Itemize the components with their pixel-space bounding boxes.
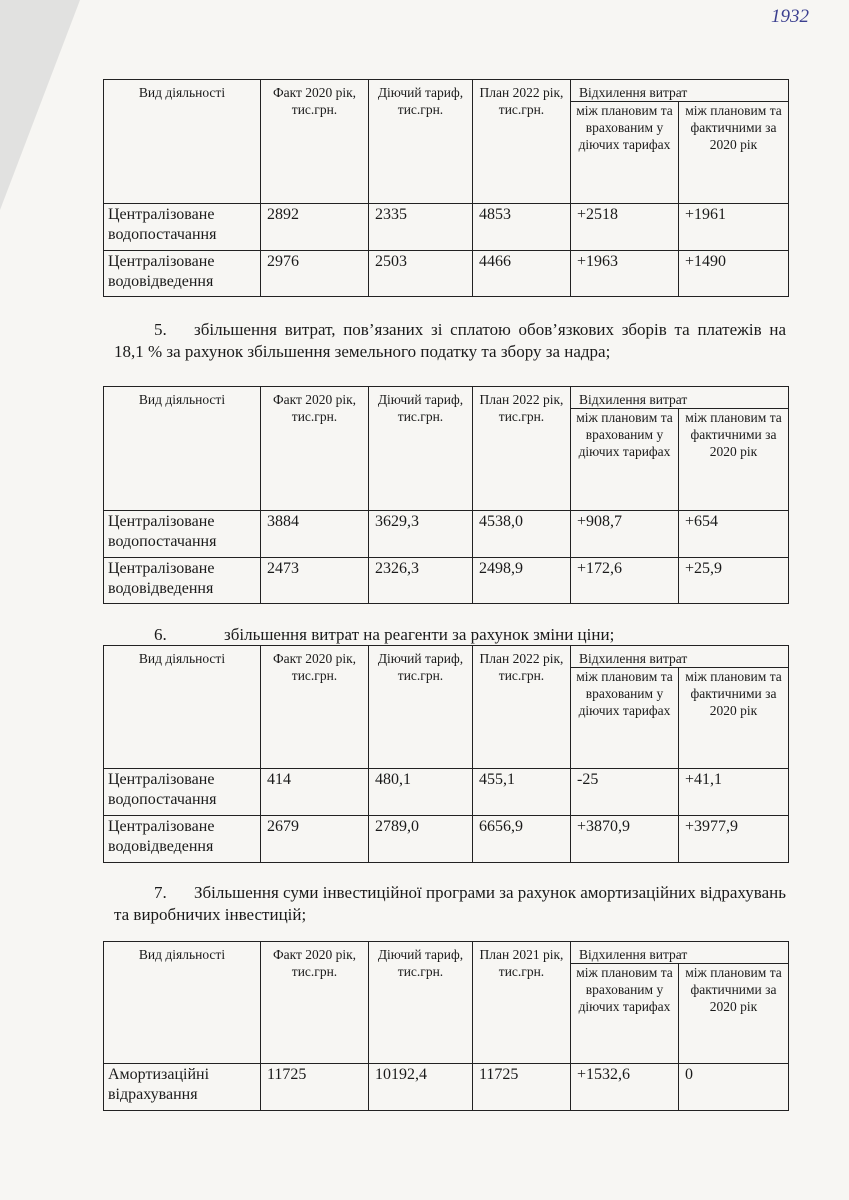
- header-current: Діючий тариф, тис.грн.: [369, 387, 473, 511]
- row-label: Централізоване водопостачання: [104, 769, 261, 816]
- header-dev-plan: між плановим та врахованим у діючих тарифах: [571, 668, 679, 769]
- cell-dev-fact: +654: [679, 511, 789, 558]
- header-plan: План 2021 рік, тис.грн.: [473, 942, 571, 1064]
- table-row: [104, 816, 789, 863]
- row-label: Централізоване водопостачання: [104, 511, 261, 558]
- cell-dev-plan: +1532,6: [571, 1064, 679, 1111]
- header-current: Діючий тариф, тис.грн.: [369, 942, 473, 1064]
- paragraph-5: [114, 319, 786, 363]
- header-plan: План 2022 рік, тис.грн.: [473, 387, 571, 511]
- cell-fact: 414: [261, 769, 369, 816]
- paragraph-number: 7.: [154, 883, 167, 902]
- cell-current: 2503: [369, 251, 473, 297]
- header-dev-fact: між плановим та фактичними за 2020 рік: [679, 964, 789, 1064]
- table-row: [104, 204, 789, 251]
- table-1: [103, 79, 789, 297]
- row-label: Централізоване водовідведення: [104, 816, 261, 863]
- table-row: [104, 769, 789, 816]
- cell-dev-plan: -25: [571, 769, 679, 816]
- page-number-mark: 1932: [771, 6, 809, 27]
- cell-fact: 2473: [261, 558, 369, 604]
- paragraph-6: [114, 624, 786, 646]
- header-dev-fact: між плановим та фактичними за 2020 рік: [679, 409, 789, 511]
- cell-dev-fact: 0: [679, 1064, 789, 1111]
- scan-corner-shadow: [0, 0, 80, 210]
- header-deviation: Відхилення витрат: [571, 387, 789, 409]
- cell-dev-fact: +41,1: [679, 769, 789, 816]
- cell-fact: 2976: [261, 251, 369, 297]
- table-row: [104, 511, 789, 558]
- header-current: Діючий тариф, тис.грн.: [369, 646, 473, 769]
- header-fact: Факт 2020 рік, тис.грн.: [261, 646, 369, 769]
- table-3: [103, 645, 789, 863]
- cell-plan: 11725: [473, 1064, 571, 1111]
- row-label: Централізоване водовідведення: [104, 558, 261, 604]
- paragraph-7: [114, 882, 786, 926]
- header-deviation: Відхилення витрат: [571, 646, 789, 668]
- table-row: [104, 558, 789, 604]
- table-4: [103, 941, 789, 1111]
- header-dev-plan: між плановим та врахованим у діючих тарифах: [571, 102, 679, 204]
- cell-plan: 2498,9: [473, 558, 571, 604]
- header-fact: Факт 2020 рік, тис.грн.: [261, 80, 369, 204]
- cell-current: 3629,3: [369, 511, 473, 558]
- cell-fact: 2679: [261, 816, 369, 863]
- cell-dev-fact: +3977,9: [679, 816, 789, 863]
- cell-plan: 6656,9: [473, 816, 571, 863]
- table-row: [104, 1064, 789, 1111]
- row-label: Централізоване водопостачання: [104, 204, 261, 251]
- header-fact: Факт 2020 рік, тис.грн.: [261, 942, 369, 1064]
- cell-dev-fact: +25,9: [679, 558, 789, 604]
- header-fact: Факт 2020 рік, тис.грн.: [261, 387, 369, 511]
- cell-fact: 3884: [261, 511, 369, 558]
- paragraph-text: збільшення витрат, пов’язаних зі сплатою обов’язкових зборів та платежів на 18,1 % за рахунок збільшення земельного податку та збору за надра;: [114, 320, 786, 361]
- table-2: [103, 386, 789, 604]
- header-dev-fact: між плановим та фактичними за 2020 рік: [679, 102, 789, 204]
- table-row: [104, 251, 789, 297]
- cell-plan: 4538,0: [473, 511, 571, 558]
- cell-fact: 11725: [261, 1064, 369, 1111]
- cell-current: 2335: [369, 204, 473, 251]
- cell-dev-plan: +172,6: [571, 558, 679, 604]
- header-dev-fact: між плановим та фактичними за 2020 рік: [679, 668, 789, 769]
- paragraph-text: Збільшення суми інвестиційної програми за рахунок амортизаційних відрахувань та виробничих інвестицій;: [114, 883, 786, 924]
- cell-dev-plan: +3870,9: [571, 816, 679, 863]
- cell-current: 10192,4: [369, 1064, 473, 1111]
- header-activity: Вид діяльності: [104, 942, 261, 1064]
- paragraph-number: 6.: [154, 625, 167, 644]
- header-dev-plan: між плановим та врахованим у діючих тарифах: [571, 409, 679, 511]
- cell-current: 2326,3: [369, 558, 473, 604]
- paragraph-text: збільшення витрат на реагенти за рахунок зміни ціни;: [224, 625, 615, 644]
- header-activity: Вид діяльності: [104, 80, 261, 204]
- header-activity: Вид діяльності: [104, 387, 261, 511]
- cell-dev-fact: +1490: [679, 251, 789, 297]
- cell-fact: 2892: [261, 204, 369, 251]
- cell-dev-plan: +908,7: [571, 511, 679, 558]
- cell-plan: 4466: [473, 251, 571, 297]
- header-deviation: Відхилення витрат: [571, 80, 789, 102]
- header-plan: План 2022 рік, тис.грн.: [473, 80, 571, 204]
- cell-dev-plan: +2518: [571, 204, 679, 251]
- header-plan: План 2022 рік, тис.грн.: [473, 646, 571, 769]
- cell-current: 2789,0: [369, 816, 473, 863]
- cell-dev-plan: +1963: [571, 251, 679, 297]
- paragraph-number: 5.: [154, 320, 167, 339]
- header-current: Діючий тариф, тис.грн.: [369, 80, 473, 204]
- cell-plan: 4853: [473, 204, 571, 251]
- cell-current: 480,1: [369, 769, 473, 816]
- header-dev-plan: між плановим та врахованим у діючих тарифах: [571, 964, 679, 1064]
- row-label: Централізоване водовідведення: [104, 251, 261, 297]
- header-deviation: Відхилення витрат: [571, 942, 789, 964]
- cell-dev-fact: +1961: [679, 204, 789, 251]
- header-activity: Вид діяльності: [104, 646, 261, 769]
- row-label: Амортизаційні відрахування: [104, 1064, 261, 1111]
- cell-plan: 455,1: [473, 769, 571, 816]
